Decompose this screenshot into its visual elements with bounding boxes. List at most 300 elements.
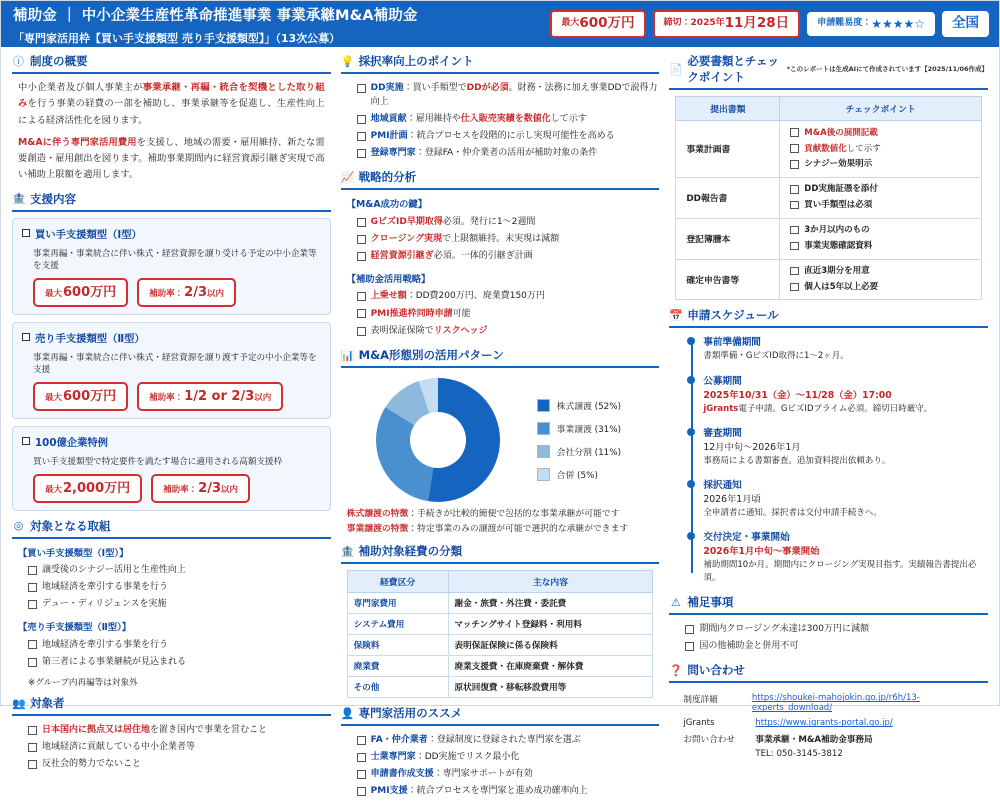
eligible-item-0-rest: を置き国内で事業を営むこと [150, 724, 268, 735]
document-name: DD報告書 [676, 177, 780, 218]
supplement-header [669, 594, 988, 615]
table-header-row [676, 97, 982, 121]
jgrants-link[interactable]: https://www.jgrants-portal.go.jp/ [755, 718, 893, 729]
adoption-item-0-t2: 。財務・法務に加え事業DDで説得力向上 [370, 82, 658, 107]
legend-label: 合併 (5%) [556, 471, 598, 482]
timeline-title: 公募期間 [703, 375, 742, 387]
column-header: 提出書類 [676, 97, 780, 121]
support-card-buyer-title [22, 226, 321, 241]
strategy-group2-list [341, 289, 660, 340]
special-subsidy-rate [151, 474, 250, 503]
chart-note-0-key: 株式譲渡の特徴 [346, 509, 409, 520]
contact-label: jGrants [683, 718, 715, 729]
contact-details [669, 689, 988, 759]
bulb-icon: 💡 [340, 54, 355, 68]
support-card-special-amounts [33, 474, 321, 503]
target-efforts-group2-list [12, 637, 331, 671]
deadline-date: 11月28日 [724, 15, 790, 31]
table-row [676, 259, 982, 300]
list-item[interactable] [782, 125, 977, 141]
expense-table-title: 補助対象経費の分類 [358, 544, 463, 559]
expense-detail: 表明保証保険に係る保険料 [448, 635, 653, 656]
doc-3-pt-1-text: 個人は5年以上必要 [804, 282, 879, 293]
list-item[interactable]: 譲受後のシナジー活用と生産性向上 [12, 563, 331, 580]
section-contact [669, 662, 988, 759]
doc-0-pt-2-text: シナジー効果明示 [804, 159, 873, 170]
eligible-item-0-emphasis: 日本国内に拠点又は居住地 [42, 724, 151, 735]
adoption-item-3-t1: ：登録FA・仲介業者の活用が補助対象の条件 [415, 147, 598, 158]
document-name: 確定申告書等 [676, 259, 780, 300]
support-header [12, 191, 331, 212]
list-item[interactable] [341, 306, 660, 323]
expense-detail: マッチングサイト登録料・利用料 [448, 614, 653, 635]
list-item[interactable] [341, 784, 660, 801]
contact-row [683, 693, 988, 713]
adoption-item-1-t1: ：雇用維持や [406, 113, 461, 124]
expense-category: 廃業費 [347, 656, 448, 677]
timeline-item [703, 373, 988, 416]
timeline-title: 審査期間 [703, 427, 742, 439]
expert-item-1-key: 士業専門家 [370, 751, 416, 762]
section-expense-table [341, 543, 660, 698]
expert-item-3-key: PMI支援 [370, 786, 408, 797]
list-item[interactable]: 第三者による事業継続が見込まれる [12, 654, 331, 671]
checkbox-icon[interactable] [22, 437, 30, 445]
chart-notes [341, 504, 660, 536]
buyer-rate-value: 2/3 [184, 284, 208, 300]
overview-p1-emphasis: 事業承継・再編・統合を契機とした取り組み [18, 82, 325, 110]
list-item[interactable] [341, 323, 660, 340]
buyer-rate-suffix: 以内 [207, 288, 225, 299]
section-overview [12, 53, 331, 184]
expense-table [347, 570, 654, 698]
content-columns [1, 47, 999, 797]
strategy-g2-1-text: 可能 [452, 308, 471, 319]
program-detail-link[interactable]: https://shoukei-mahojokin.go.jp/r6h/13-experts_download/ [751, 693, 920, 714]
column-header: 主な内容 [448, 571, 653, 593]
special-rate-suffix: 以内 [221, 484, 239, 495]
eligible-item-1-rest: 地域経済に貢献している中小企業者等 [42, 741, 196, 752]
strategy-title: 戦略的分析 [358, 170, 417, 185]
overview-p1-a: 中小企業者及び個人事業主が [18, 82, 143, 93]
seller-rate-prefix: 補助率： [149, 392, 184, 403]
buyer-amount-value: 600万円 [63, 284, 117, 300]
difficulty-badge [807, 12, 935, 36]
overview-p2-b: を支援し、地域の需要・雇用維持、新たな需要創造・雇用創出を図ります。補助事業期間内に経営資源引継ぎ実現で高い補助上限額を適用します。 [18, 136, 325, 181]
chart-pie-icon: 📊 [340, 348, 355, 362]
timeline-desc [703, 403, 988, 416]
expert-item-0-key: FA・仲介業者 [370, 734, 428, 745]
section-eligible-persons [12, 695, 331, 773]
expert-item-3-text: ：統合プロセスを専門家と進め成功確率向上 [407, 786, 588, 797]
table-row [347, 656, 653, 677]
adoption-item-2-t1: ：統合プロセスを段階的に示し実現可能性を高める [407, 130, 615, 141]
special-amount-value: 2,000万円 [63, 480, 131, 496]
section-ma-pattern-chart [341, 347, 660, 536]
doc-2-pt-0-text: 3か月以内のもの [804, 225, 870, 236]
contact-label: 制度詳細 [683, 695, 718, 706]
supplement-title: 補足事項 [687, 595, 734, 610]
deadline-badge [653, 10, 801, 38]
legend-label: 株式譲渡 (52%) [556, 402, 622, 413]
support-card-special [12, 426, 331, 511]
section-strategy [341, 169, 660, 340]
special-max-amount [33, 474, 142, 503]
expense-category: 専門家費用 [347, 593, 448, 614]
expert-tips-list [341, 732, 660, 801]
documents-table [675, 96, 982, 300]
contact-label: お問い合わせ [683, 735, 735, 746]
list-item[interactable] [12, 722, 331, 739]
overview-title: 制度の概要 [30, 54, 88, 68]
ma-chart-body [341, 374, 660, 504]
info-icon: ⓘ [13, 55, 24, 68]
list-item[interactable] [341, 232, 660, 249]
support-card-special-title [22, 434, 321, 449]
expert-tips-title: 専門家活用のススメ [358, 706, 463, 721]
list-item[interactable] [341, 766, 660, 783]
support-title: 支援内容 [30, 191, 76, 206]
list-item[interactable] [341, 214, 660, 231]
adoption-points-title: 採択率向上のポイント [358, 54, 474, 68]
timeline-title: 採択通知 [703, 479, 742, 491]
max-amount-badge [550, 10, 645, 38]
support-card-seller-amounts [33, 382, 321, 411]
document-checkpoints [780, 218, 982, 259]
buyer-rate-prefix: 補助率： [149, 288, 184, 299]
list-item[interactable]: 地域経済を牽引する事業を行う [12, 580, 331, 597]
target-efforts-group1-label: 【買い手支援類型（Ⅰ型）】 [18, 547, 129, 559]
chart-line-icon: 📈 [340, 170, 355, 184]
donut-chart [376, 378, 500, 502]
header-badges [550, 6, 989, 38]
timeline-date: 2025年10/31（金）〜11/28（金）17:00 [703, 389, 892, 401]
list-item[interactable] [341, 732, 660, 749]
doc-1-pt-0-text: DD実施証憑を添付 [804, 184, 878, 195]
special-rate-value: 2/3 [198, 480, 221, 496]
strategy-g1-1-text: で上限額維持。未実現は減額 [442, 234, 560, 245]
document-name: 事業計画書 [676, 121, 780, 178]
list-item[interactable] [782, 198, 977, 214]
list-item[interactable]: 国の他補助金と併用不可 [669, 638, 988, 655]
page-title: 補助金 ｜ 中小企業生産性革命推進事業 事業承継M&A補助金 [13, 8, 418, 24]
contact-header [669, 662, 988, 683]
legend-item [537, 422, 621, 435]
timeline-item [703, 334, 988, 363]
list-item[interactable] [782, 239, 977, 255]
support-card-seller [12, 322, 331, 419]
expert-item-2-text: ：専門家サポートが有効 [433, 769, 533, 780]
adoption-item-1-t2: して示す [550, 113, 587, 124]
strategy-g2-0-emphasis: 上乗せ額 [370, 291, 407, 302]
header-titles [13, 6, 417, 46]
timeline-title: 交付決定・事業開始 [703, 531, 790, 543]
legend-label: 事業譲渡 (31%) [556, 425, 622, 436]
expense-category: 保険料 [347, 635, 448, 656]
deadline-label: 締切： [663, 18, 691, 29]
checkbox-icon[interactable] [22, 229, 30, 237]
seller-max-amount [33, 382, 128, 411]
list-item[interactable] [341, 128, 660, 145]
strategy-g1-2-text: 必須。一体的引継ぎ計画 [433, 251, 533, 262]
document-checkpoints [780, 121, 982, 178]
adoption-item-0-t1: ：買い手類型で [403, 82, 467, 93]
timeline-date: 2026年1月中旬〜事業開始 [703, 545, 820, 557]
strategy-group1-list [341, 214, 660, 265]
expense-category: その他 [347, 677, 448, 698]
right-column [664, 53, 993, 760]
warning-icon: ⚠ [670, 595, 681, 609]
chart-note-1 [347, 522, 654, 537]
table-row [676, 177, 982, 218]
buyer-max-amount [33, 278, 128, 307]
adoption-points-header [341, 53, 660, 74]
contact-value [755, 718, 892, 728]
document-name: 登記簿謄本 [676, 218, 780, 259]
strategy-g1-2-emphasis: 経営資源引継ぎ [370, 251, 434, 262]
list-item[interactable] [782, 264, 977, 280]
contact-value [755, 733, 872, 759]
section-expert-tips [341, 705, 660, 801]
target-efforts-header [12, 518, 331, 539]
overview-paragraph-2 [12, 135, 331, 184]
section-support [12, 191, 331, 511]
target-efforts-group2-label: 【売り手支援類型（Ⅱ型）】 [18, 621, 132, 633]
expert-item-0-text: ：登録制度に登録された専門家を選ぶ [427, 734, 581, 745]
documents-title: 必要書類とチェックポイント [687, 54, 779, 84]
eligible-item-2-rest: 反社会的勢力でないこと [42, 759, 142, 770]
legend-item [537, 399, 621, 412]
page-header [1, 1, 999, 47]
people-icon: 👥 [12, 696, 26, 710]
strategy-g1-0-text: 必須。発行に1〜2週間 [442, 217, 536, 228]
column-header: 経費区分 [347, 571, 448, 593]
ma-chart-title: M&A形態別の活用パターン [358, 348, 504, 363]
list-item[interactable] [782, 182, 977, 198]
support-icon: 🏦 [12, 192, 26, 206]
table-row [347, 635, 653, 656]
left-column [7, 53, 336, 770]
max-amount-value: 600万円 [579, 15, 635, 31]
list-item[interactable] [782, 280, 977, 296]
contact-telephone: TEL: 050-3145-3812 [755, 749, 843, 760]
timeline-date: 12月中旬〜2026年1月 [703, 441, 801, 453]
timeline-desc: 補助期間10か月。期間内にクロージング実現目指す。実績報告書提出必須。 [703, 559, 977, 584]
strategy-g2-2-text: 表明保証保険で [370, 325, 434, 336]
deadline-year: 2025年 [690, 18, 725, 29]
table-row [347, 614, 653, 635]
table-row [676, 121, 982, 178]
table-row [347, 677, 653, 698]
timeline-date: 2026年1月頃 [703, 493, 761, 505]
strategy-g2-2-emphasis: リスクヘッジ [433, 325, 488, 336]
doc-2-pt-1-text: 事業実態確認資料 [804, 241, 873, 252]
timeline-item [703, 477, 988, 520]
support-card-seller-label: 売り手支援類型（Ⅱ型） [35, 332, 145, 345]
section-target-efforts [12, 518, 331, 689]
schedule-title: 申請スケジュール [687, 308, 779, 323]
schedule-header [669, 307, 988, 328]
contact-value [752, 693, 988, 713]
bank-icon: 🏦 [340, 544, 355, 558]
contact-row [683, 718, 988, 728]
column-header: チェックポイント [780, 97, 982, 121]
table-row [676, 218, 982, 259]
region-label: 全国 [952, 15, 979, 31]
list-item[interactable] [341, 145, 660, 162]
strategy-g1-1-emphasis: クロージング実現 [370, 234, 443, 245]
chart-note-0 [347, 507, 654, 522]
adoption-item-3-key: 登録専門家 [370, 147, 416, 158]
checkbox-icon[interactable] [22, 333, 30, 341]
overview-p2-emphasis: M&Aに伴う専門家活用費用 [18, 136, 137, 148]
table-header-row [347, 571, 653, 593]
special-rate-prefix: 補助率： [163, 484, 198, 495]
expense-category: システム費用 [347, 614, 448, 635]
contact-office-name: 事業承継・M&A補助金事務局 [755, 735, 873, 746]
expert-item-2-key: 申請書作成支援 [370, 769, 434, 780]
list-item[interactable]: 期間内クロージング未達は300万円に減額 [669, 621, 988, 638]
page-subtitle: 「専門家活用枠【買い手支援類型 売り手支援類型】」（13次公募） [13, 32, 341, 46]
support-card-special-desc: 買い手支援類型で特定要件を満たす場合に適用される高額支援枠 [33, 456, 283, 467]
donut-chart-container [345, 378, 531, 502]
list-item[interactable] [341, 249, 660, 266]
support-card-buyer-desc: 事業再編・事業統合に伴い株式・経営資源を譲り受ける予定の中小企業等を支援 [33, 248, 317, 271]
middle-column [336, 53, 665, 797]
document-icon: 📄 [669, 62, 684, 76]
question-icon: ❓ [669, 663, 684, 677]
seller-amount-prefix: 最大 [45, 392, 63, 403]
list-item[interactable] [782, 141, 977, 157]
strategy-header [341, 169, 660, 190]
support-card-special-label: 100億企業特例 [35, 436, 108, 449]
expense-table-header [341, 543, 660, 564]
expense-detail: 廃業支援費・在庫廃棄費・解体費 [448, 656, 653, 677]
legend-swatch-icon [537, 399, 550, 412]
strategy-g1-0-emphasis: GビズID早期取得 [370, 217, 443, 228]
strategy-group1-label: 【M&A成功の鍵】 [346, 199, 428, 211]
strategy-g2-1-emphasis: PMI推進枠同時申請 [370, 308, 453, 319]
timeline-desc-bold: jGrants [703, 403, 739, 414]
list-item[interactable]: 地域経済を牽引する事業を行う [12, 637, 331, 654]
timeline-title: 事前準備期間 [703, 337, 761, 349]
adoption-item-1-key: 地域貢献 [370, 113, 407, 124]
support-card-buyer-amounts [33, 278, 321, 307]
list-item[interactable] [12, 756, 331, 773]
timeline-desc: 書類準備・GビズID取得に1〜2ヶ月。 [703, 351, 849, 362]
chart-note-1-text: ：特定事業のみの譲渡が可能で選択的な承継ができます [408, 523, 629, 534]
seller-rate-value: 1/2 or 2/3 [184, 388, 255, 404]
max-amount-prefix: 最大 [561, 18, 580, 29]
list-item[interactable] [341, 289, 660, 306]
adoption-item-1-emphasis: 仕入販売実績を数値化 [460, 113, 551, 124]
doc-0-pt-0-emphasis: M&A後の展開記載 [804, 127, 878, 138]
legend-swatch-icon [537, 422, 550, 435]
seller-amount-value: 600万円 [63, 388, 117, 404]
document-checkpoints [780, 259, 982, 300]
expert-item-1-text: ：DD実施でリスク最小化 [415, 751, 520, 762]
list-item[interactable]: デュー・ディリジェンスを実施 [12, 597, 331, 614]
doc-0-pt-1-emphasis: 貢献数値化 [804, 143, 847, 154]
seller-subsidy-rate [137, 382, 283, 411]
list-item[interactable] [782, 223, 977, 239]
adoption-item-0-key: DD実施 [370, 82, 404, 93]
ma-chart-header [341, 347, 660, 368]
timeline-desc-text: 電子申請。GビズIDプライム必須。締切日時厳守。 [738, 403, 933, 414]
timeline-desc: 全申請者に通知。採択者は交付申請手続きへ。 [703, 507, 882, 518]
list-item[interactable] [341, 749, 660, 766]
document-checkpoints [780, 177, 982, 218]
target-icon: ◎ [13, 519, 24, 533]
overview-p1-b: を行う事業の経費の一部を補助し、事業承継等を促進し、生産性向上による経済活性化を図ります。 [18, 98, 325, 126]
adoption-points-list [341, 80, 660, 162]
seller-rate-suffix: 以内 [254, 392, 272, 403]
target-efforts-title: 対象となる取組 [30, 518, 111, 533]
timeline-item [703, 529, 988, 585]
eligible-persons-title: 対象者 [30, 696, 65, 711]
support-card-buyer [12, 218, 331, 315]
expert-icon: 👤 [340, 706, 355, 720]
schedule-timeline [687, 334, 988, 585]
contact-row [683, 733, 988, 759]
adoption-item-2-key: PMI計画 [370, 130, 408, 141]
section-supplement [669, 594, 988, 655]
legend-item [537, 445, 621, 458]
section-schedule [669, 307, 988, 585]
difficulty-stars: ★★★★☆ [871, 16, 925, 31]
special-amount-prefix: 最大 [45, 484, 63, 495]
support-card-buyer-label: 買い手支援類型（Ⅰ型） [35, 228, 142, 241]
section-adoption-points [341, 53, 660, 162]
target-efforts-group1-list [12, 563, 331, 614]
chart-note-1-key: 事業譲渡の特徴 [346, 523, 409, 534]
difficulty-label: 申請難易度： [817, 18, 872, 29]
list-item[interactable] [341, 80, 660, 111]
strategy-g2-0-text: ：DD費200万円、廃業費150万円 [406, 291, 545, 302]
overview-header [12, 53, 331, 74]
table-row [347, 593, 653, 614]
chart-legend [531, 399, 621, 481]
support-card-seller-title [22, 330, 321, 345]
legend-swatch-icon [537, 468, 550, 481]
overview-paragraph-1 [12, 80, 331, 129]
list-item[interactable] [341, 111, 660, 128]
timeline-item [703, 425, 988, 468]
buyer-amount-prefix: 最大 [45, 288, 63, 299]
support-card-seller-desc: 事業再編・事業統合に伴い株式・経営資源を譲り渡す予定の中小企業等を支援 [33, 352, 317, 375]
list-item[interactable] [782, 157, 977, 173]
contact-title: 問い合わせ [687, 663, 745, 678]
documents-header [669, 53, 988, 90]
target-efforts-note: ※グループ内再編等は対象外 [28, 678, 138, 689]
expense-detail: 原状回復費・移転移設費用等 [448, 677, 653, 698]
legend-item [537, 468, 621, 481]
expense-detail: 謝金・旅費・外注費・委託費 [448, 593, 653, 614]
strategy-group2-label: 【補助金活用戦略】 [346, 273, 431, 285]
legend-swatch-icon [537, 445, 550, 458]
doc-1-pt-1-text: 買い手類型は必須 [804, 200, 873, 211]
adoption-item-0-emphasis: DDが必須 [466, 82, 509, 93]
calendar-icon: 📅 [669, 308, 684, 322]
supplement-list [669, 621, 988, 655]
region-badge [942, 11, 989, 37]
list-item[interactable] [12, 739, 331, 756]
expert-tips-header [341, 705, 660, 726]
buyer-subsidy-rate [137, 278, 236, 307]
chart-note-0-text: ：手続きが比較的簡便で包括的な事業承継が可能です [408, 509, 620, 520]
section-documents [669, 53, 988, 300]
ai-generated-note: *このレポートは生成AIにて作成されています【2025/11/06作成】 [786, 64, 989, 73]
